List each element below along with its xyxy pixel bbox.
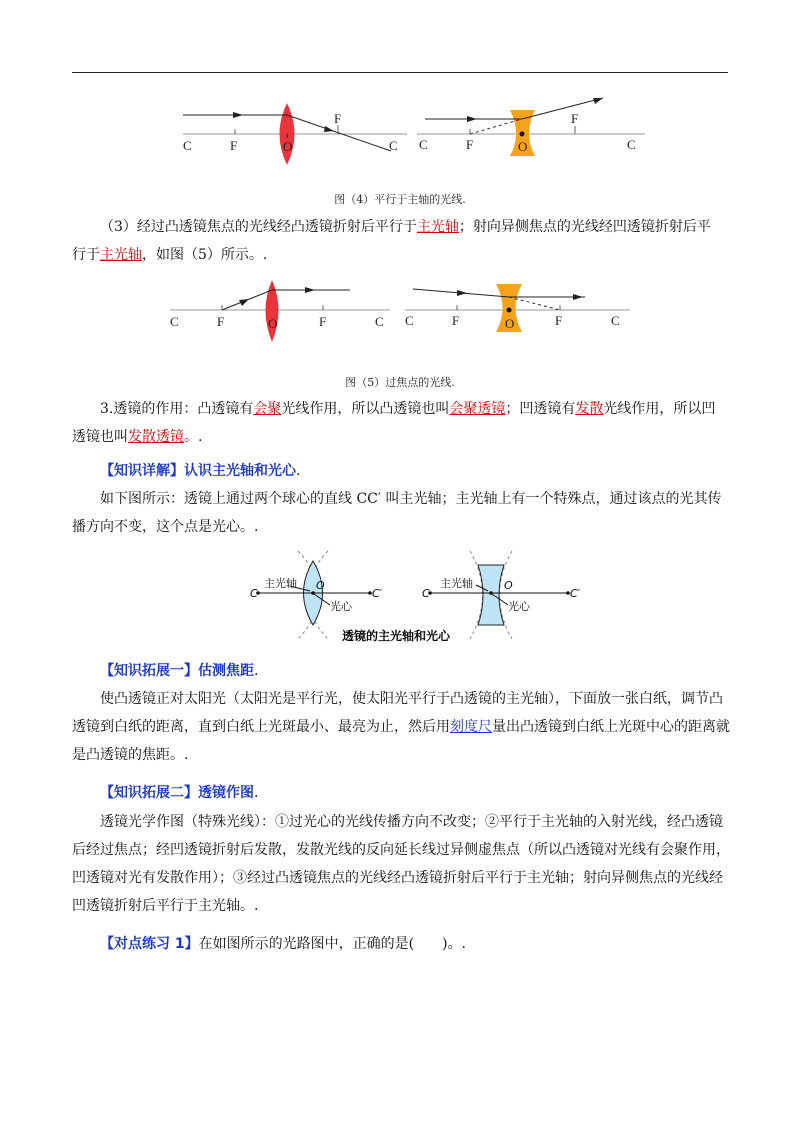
label-c: C xyxy=(389,138,398,153)
svg-text:C: C xyxy=(375,314,384,329)
label-f: F xyxy=(571,111,579,126)
svg-text:C: C xyxy=(170,314,179,329)
svg-text:C: C xyxy=(422,587,430,600)
label-f: F xyxy=(466,137,474,152)
svg-text:O: O xyxy=(505,316,515,331)
label-c: C xyxy=(183,138,192,153)
svg-text:O: O xyxy=(316,579,325,592)
svg-text:C: C xyxy=(611,313,620,328)
label-o: O xyxy=(283,139,293,154)
svg-text:C′: C′ xyxy=(570,587,580,600)
svg-text:F: F xyxy=(555,313,563,328)
svg-text:F: F xyxy=(319,314,327,329)
header-rule xyxy=(72,72,728,73)
svg-text:F: F xyxy=(452,313,460,328)
section-heading-axis-center: 【知识详解】认识主光轴和光心. xyxy=(100,463,301,479)
paragraph-3: （3）经过凸透镜焦点的光线经凸透镜折射后平行于主光轴；射向异侧焦点的光线经凹透镜折射后平 行于主光轴，如图（5）所示。. xyxy=(72,219,711,263)
figure-4-caption: 图（4）平行于主轴的光线. xyxy=(334,193,466,206)
svg-text:C′: C′ xyxy=(372,587,383,600)
keyword-main-axis: 主光轴 xyxy=(416,219,459,235)
svg-text:光心: 光心 xyxy=(330,600,352,613)
label-f: F xyxy=(334,111,342,126)
keyword-main-axis: 主光轴 xyxy=(100,247,142,263)
label-o: O xyxy=(518,139,528,154)
section-heading-focal-estimate: 【知识拓展一】估测焦距. xyxy=(100,663,259,679)
ruler-link[interactable]: 刻度尺 xyxy=(450,719,492,735)
paragraph-focal-estimate: 使凸透镜正对太阳光（太阳光是平行光，使太阳光平行于凸透镜的主光轴），下面放一张白纸，调节凸透镜到白纸的距离，直到白纸上光斑最小、最亮为止，然后用刻度尺量出凸透镜到白纸上光斑中心的距离就是凸透镜的焦距。. xyxy=(72,691,730,763)
figure-5-caption: 图（5）过焦点的光线. xyxy=(345,376,455,389)
section-heading-lens-drawing: 【知识拓展二】透镜作图. xyxy=(100,785,259,801)
practice-question: 【对点练习 1】在如图所示的光路图中，正确的是( )。. xyxy=(100,936,466,952)
figure-5-diagram xyxy=(165,280,645,350)
svg-text:C: C xyxy=(250,587,258,600)
label-f: F xyxy=(230,138,238,153)
svg-text:O: O xyxy=(268,316,278,331)
concave-lens-icon xyxy=(478,565,504,625)
figure-axis-center-diagram xyxy=(250,547,580,645)
svg-text:透镜的主光轴和光心: 透镜的主光轴和光心 xyxy=(342,629,451,643)
paragraph-lens-effect: 3.透镜的作用：凸透镜有会聚光线作用，所以凸透镜也叫会聚透镜；凹透镜有发散光线作用，所以凹 透镜也叫发散透镜。. xyxy=(72,401,716,445)
figure-4-diagram xyxy=(175,93,665,178)
svg-text:O: O xyxy=(504,579,513,592)
convex-lens-icon xyxy=(266,280,279,342)
label-c: C xyxy=(419,137,428,152)
svg-text:光心: 光心 xyxy=(508,600,530,613)
svg-text:主光轴: 主光轴 xyxy=(264,577,297,590)
svg-text:C: C xyxy=(405,313,414,328)
svg-text:主光轴: 主光轴 xyxy=(440,577,473,590)
paragraph-axis-center: 如下图所示：透镜上通过两个球心的直线 CC′ 叫主光轴；主光轴上有一个特殊点，通过该点的光其传播方向不变，这个点是光心。. xyxy=(72,491,722,535)
svg-text:F: F xyxy=(217,314,225,329)
label-c: C xyxy=(627,137,636,152)
paragraph-lens-drawing: 透镜光学作图（特殊光线）：①过光心的光线传播方向不改变；②平行于主光轴的入射光线，经凸透镜后经过焦点；经凹透镜折射后发散，发散光线的反向延长线过异侧虚焦点（所以凸透镜对光线有会聚作用，凹透镜对光有发散作用）；③经过凸透镜焦点的光线经凸透镜折射后平行于主光轴；射向异侧焦点的光线经凹透镜折射后平行于主光轴。. xyxy=(72,814,730,914)
